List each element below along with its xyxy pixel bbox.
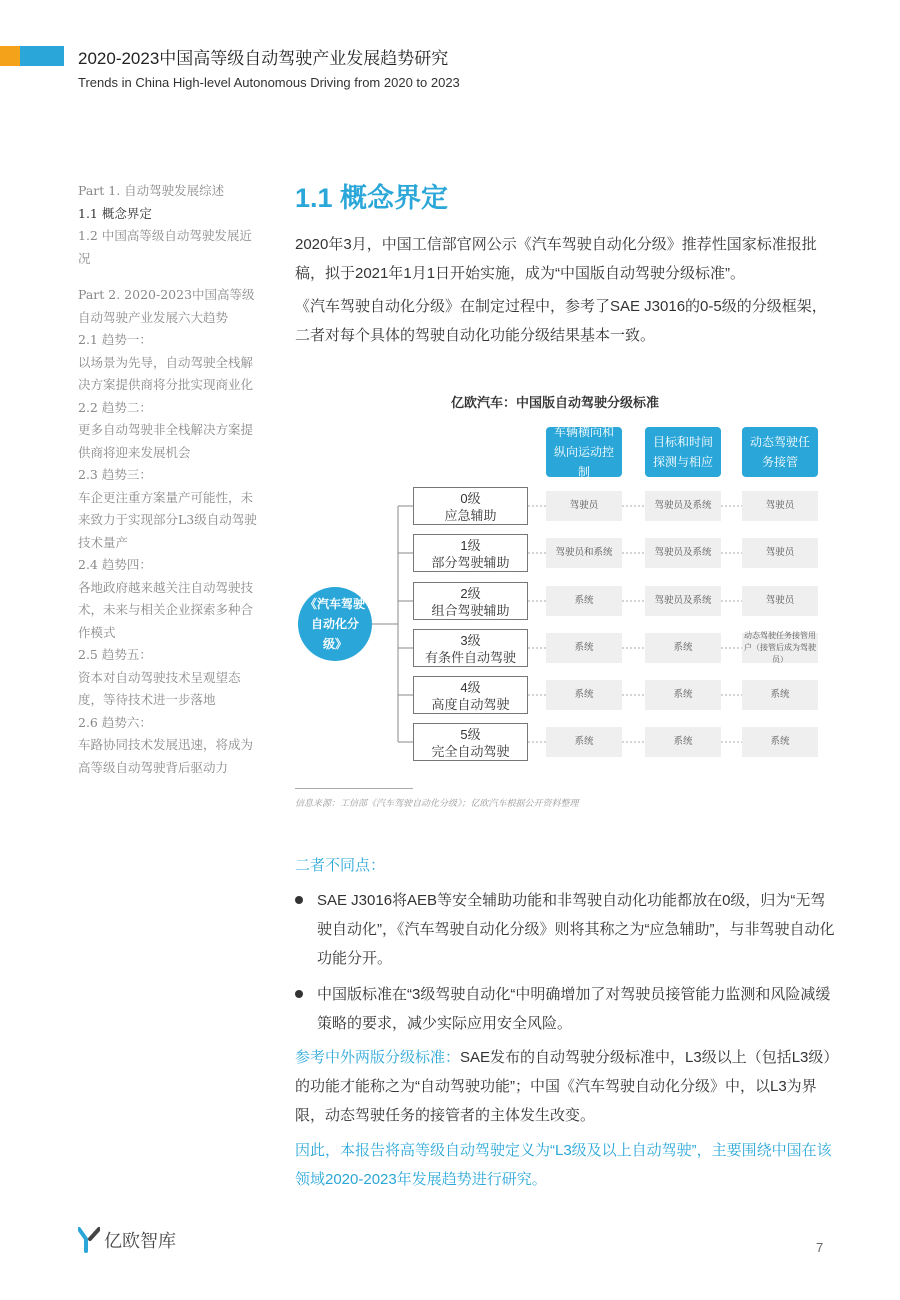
conclusion-paragraph: 因此，本报告将高等级自动驾驶定义为“L3级及以上自动驾驶”，主要围绕中国在该领域2020-2023年发展趋势进行研究。 xyxy=(295,1142,832,1188)
root-node: 《汽车驾驶自动化分级》 xyxy=(298,587,372,661)
table-cell: 驾驶员和系统 xyxy=(546,538,622,568)
report-subtitle: Trends in China High-level Autonomous Driving from 2020 to 2023 xyxy=(78,75,460,90)
bullet-dot-icon xyxy=(295,990,303,998)
level-box: 3级 有条件自动驾驶 xyxy=(413,629,528,667)
table-cell: 驾驶员 xyxy=(742,586,818,616)
logo-text: 亿欧智库 xyxy=(104,1231,176,1251)
toc-item[interactable]: 车路协同技术发展迅速，将成为高等级自动驾驶背后驱动力 xyxy=(78,737,254,775)
logo-mark-icon xyxy=(78,1227,100,1253)
column-header: 车辆横向和纵向运动控制 xyxy=(546,427,622,477)
toc-item[interactable]: 2.4 趋势四： xyxy=(78,557,152,572)
table-cell: 系统 xyxy=(546,633,622,663)
level-box: 4级 高度自动驾驶 xyxy=(413,676,528,714)
bullet-dot-icon xyxy=(295,896,303,904)
level-box: 2级 组合驾驶辅助 xyxy=(413,582,528,620)
toc-item[interactable]: 各地政府越来越关注自动驾驶技术，未来与相关企业探索多种合作模式 xyxy=(78,579,254,640)
toc-item[interactable]: 2.1 趋势一： xyxy=(78,332,152,347)
report-title: 2020-2023中国高等级自动驾驶产业发展趋势研究 xyxy=(78,49,449,68)
toc-item[interactable]: Part 2. 2020-2023中国高等级自动驾驶产业发展六大趋势 xyxy=(78,287,255,325)
list-item: SAE J3016将AEB等安全辅助功能和非驾驶自动化功能都放在0级，归为“无驾驶自动化”，《汽车驾驶自动化分级》则将其称之为“应急辅助”，与非驾驶自动化功能分开。 xyxy=(295,886,835,973)
table-cell: 驾驶员及系统 xyxy=(645,538,721,568)
paragraph-1: 2020年3月，中国工信部官网公示《汽车驾驶自动化分级》推荐性国家标准报批稿，拟于2021年1月1日开始实施，成为“中国版自动驾驶分级标准”。 xyxy=(295,236,817,282)
table-cell: 系统 xyxy=(546,586,622,616)
reference-paragraph xyxy=(295,1043,835,1130)
toc-item[interactable]: 以场景为先导，自动驾驶全栈解决方案提供商将分批实现商业化 xyxy=(78,354,254,392)
table-cell: 动态驾驶任务接管用户（接管后成为驾驶员） xyxy=(744,631,816,664)
figure-source: 信息来源：工信部《汽车驾驶自动化分级》；亿欧汽车根据公开资料整理 xyxy=(295,798,579,808)
list-item: 中国版标准在“3级驾驶自动化“中明确增加了对驾驶员接管能力监测和风险减缓策略的要求，减少实际应用安全风险。 xyxy=(295,980,835,1038)
table-cell: 系统 xyxy=(645,727,721,757)
toc-item-active[interactable]: 1.1 概念界定 xyxy=(78,205,152,221)
brand-logo xyxy=(78,1225,176,1255)
toc-item[interactable]: 车企更注重方案量产可能性，未来致力于实现部分L3级自动驾驶技术量产 xyxy=(78,489,257,550)
toc-item[interactable]: 2.3 趋势三： xyxy=(78,467,152,482)
table-cell: 系统 xyxy=(645,633,721,663)
toc-item[interactable]: 2.6 趋势六： xyxy=(78,714,152,730)
table-cell: 系统 xyxy=(546,680,622,710)
figure-title: 亿欧汽车：中国版自动驾驶分级标准 xyxy=(450,395,659,410)
toc-item[interactable]: 资本对自动驾驶技术呈观望态度，等待技术进一步落地 xyxy=(78,669,241,707)
paragraph-2: 《汽车驾驶自动化分级》在制定过程中，参考了SAE J3016的0-5级的分级框架，二者对每个具体的驾驶自动化功能分级结果基本一致。 xyxy=(295,298,827,344)
source-divider xyxy=(295,788,413,789)
level-box: 1级 部分驾驶辅助 xyxy=(413,534,528,572)
table-cell: 驾驶员 xyxy=(742,491,818,521)
column-header: 目标和时间探测与相应 xyxy=(645,427,721,477)
reference-text: SAE发布的自动驾驶分级标准中，L3级以上（包括L3级）的功能才能称之为“自动驾驶功能”；中国《汽车驾驶自动化分级》中，以L3为界限，动态驾驶任务的接管者的主体发生改变。 xyxy=(295,1049,831,1124)
toc-item[interactable]: 更多自动驾驶非全栈解决方案提供商将迎来发展机会 xyxy=(78,422,254,460)
table-cell: 系统 xyxy=(742,680,818,710)
reference-label: 参考中外两版分级标准： xyxy=(295,1049,461,1066)
differences-heading: 二者不同点： xyxy=(295,857,386,874)
toc-item[interactable]: 2.5 趋势五： xyxy=(78,647,152,662)
toc-item[interactable]: 1.2 中国高等级自动驾驶发展近况 xyxy=(78,228,252,266)
table-cell: 系统 xyxy=(645,680,721,710)
table-cell: 系统 xyxy=(742,727,818,757)
level-box: 0级 应急辅助 xyxy=(413,487,528,525)
level-box: 5级 完全自动驾驶 xyxy=(413,723,528,761)
table-cell: 驾驶员及系统 xyxy=(645,586,721,616)
table-cell: 驾驶员 xyxy=(546,491,622,521)
toc-item[interactable]: Part 1. 自动驾驶发展综述 xyxy=(78,183,225,198)
column-header: 动态驾驶任务接管 xyxy=(742,427,818,477)
table-cell: 驾驶员及系统 xyxy=(645,491,721,521)
page-number: 7 xyxy=(816,1240,824,1255)
table-cell: 驾驶员 xyxy=(742,538,818,568)
section-title: 1.1 概念界定 xyxy=(295,183,449,213)
table-cell: 系统 xyxy=(546,727,622,757)
toc-item[interactable]: 2.2 趋势二： xyxy=(78,399,152,415)
